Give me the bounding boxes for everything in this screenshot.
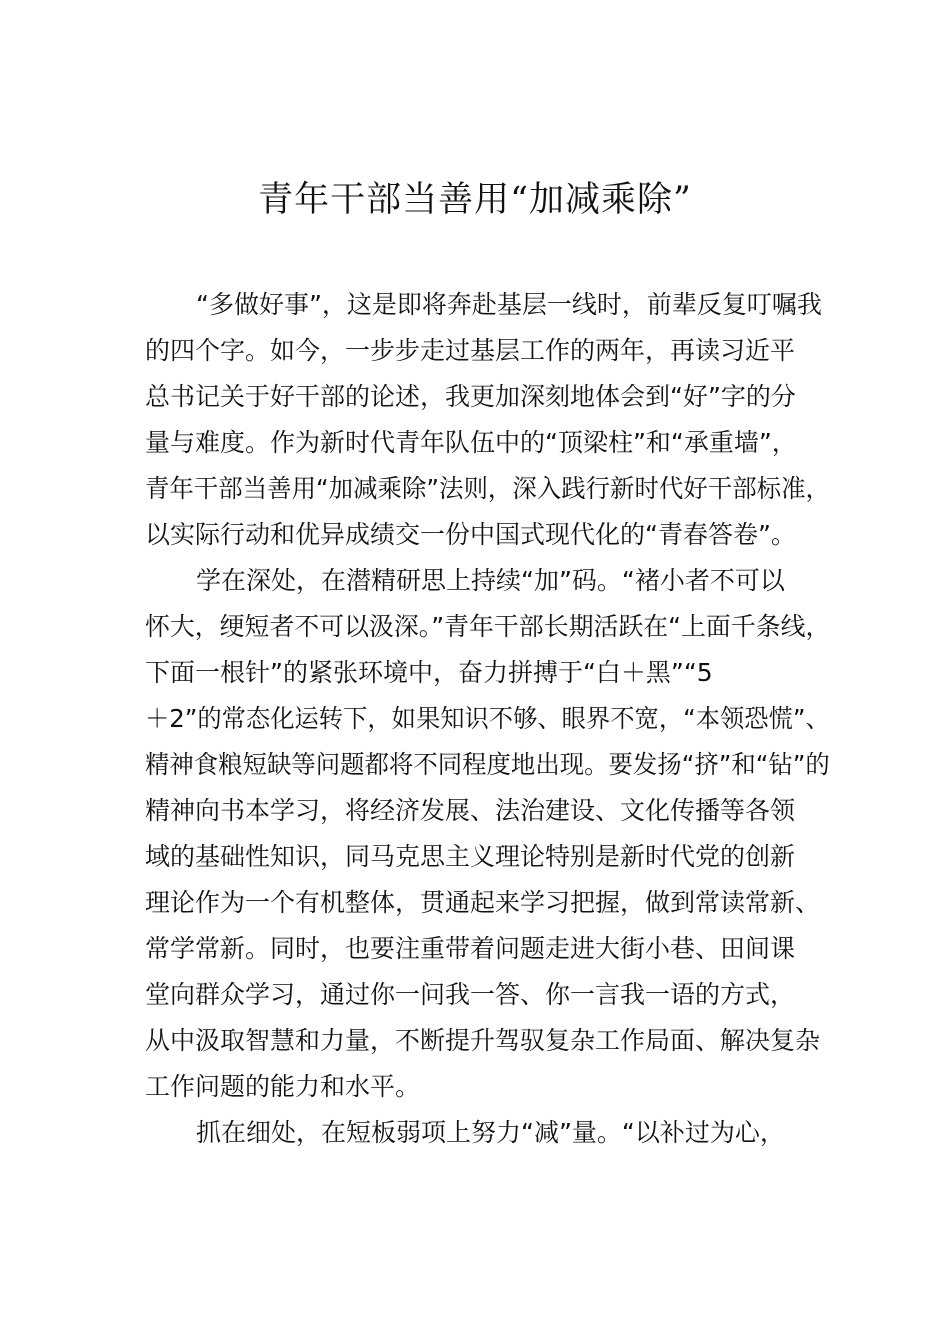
paragraph-line: 量与难度。作为新时代青年队伍中的“顶梁柱”和“承重墙”，: [145, 428, 797, 457]
paragraph-line: 以实际行动和优异成绩交一份中国式现代化的“青春答卷”。: [145, 520, 796, 549]
paragraph-line: 常学常新。同时，也要注重带着问题走进大街小巷、田间课: [145, 934, 796, 963]
paragraph-line: ＋2”的常态化运转下，如果知识不够、眼界不宽，“本领恐慌”、: [145, 704, 830, 733]
paragraph-line: 学在深处，在潜精研思上持续“加”码。“褚小者不可以: [196, 566, 785, 595]
paragraph-line: 工作问题的能力和水平。: [145, 1072, 421, 1101]
paragraph-line: 理论作为一个有机整体，贯通起来学习把握，做到常读常新、: [145, 888, 821, 917]
document-title: 青年干部当善用“加减乘除”: [258, 180, 692, 220]
paragraph-line: 怀大，绠短者不可以汲深。”青年干部长期活跃在“上面千条线，: [145, 612, 831, 641]
paragraph-line: 的四个字。如今，一步步走过基层工作的两年，再读习近平: [145, 336, 796, 365]
paragraph-line: “多做好事”，这是即将奔赴基层一线时，前辈反复叮嘱我: [196, 290, 822, 319]
paragraph-line: 从中汲取智慧和力量，不断提升驾驭复杂工作局面、解决复杂: [145, 1026, 821, 1055]
paragraph-line: 堂向群众学习，通过你一问我一答、你一言我一语的方式，: [145, 980, 796, 1009]
paragraph-line: 青年干部当善用“加减乘除”法则，深入践行新时代好干部标准，: [145, 474, 830, 503]
paragraph-line: 总书记关于好干部的论述，我更加深刻地体会到“好”字的分: [145, 382, 796, 411]
paragraph-line: 域的基础性知识，同马克思主义理论特别是新时代党的创新: [145, 842, 796, 871]
paragraph-line: 抓在细处，在短板弱项上努力“减”量。“以补过为心，: [196, 1118, 785, 1147]
paragraph-line: 精神食粮短缺等问题都将不同程度地出现。要发扬“挤”和“钻”的: [145, 750, 830, 779]
paragraph-line: 精神向书本学习，将经济发展、法治建设、文化传播等各领: [145, 796, 796, 825]
paragraph-line: 下面一根针”的紧张环境中，奋力拼搏于“白＋黑”“5: [145, 658, 713, 687]
